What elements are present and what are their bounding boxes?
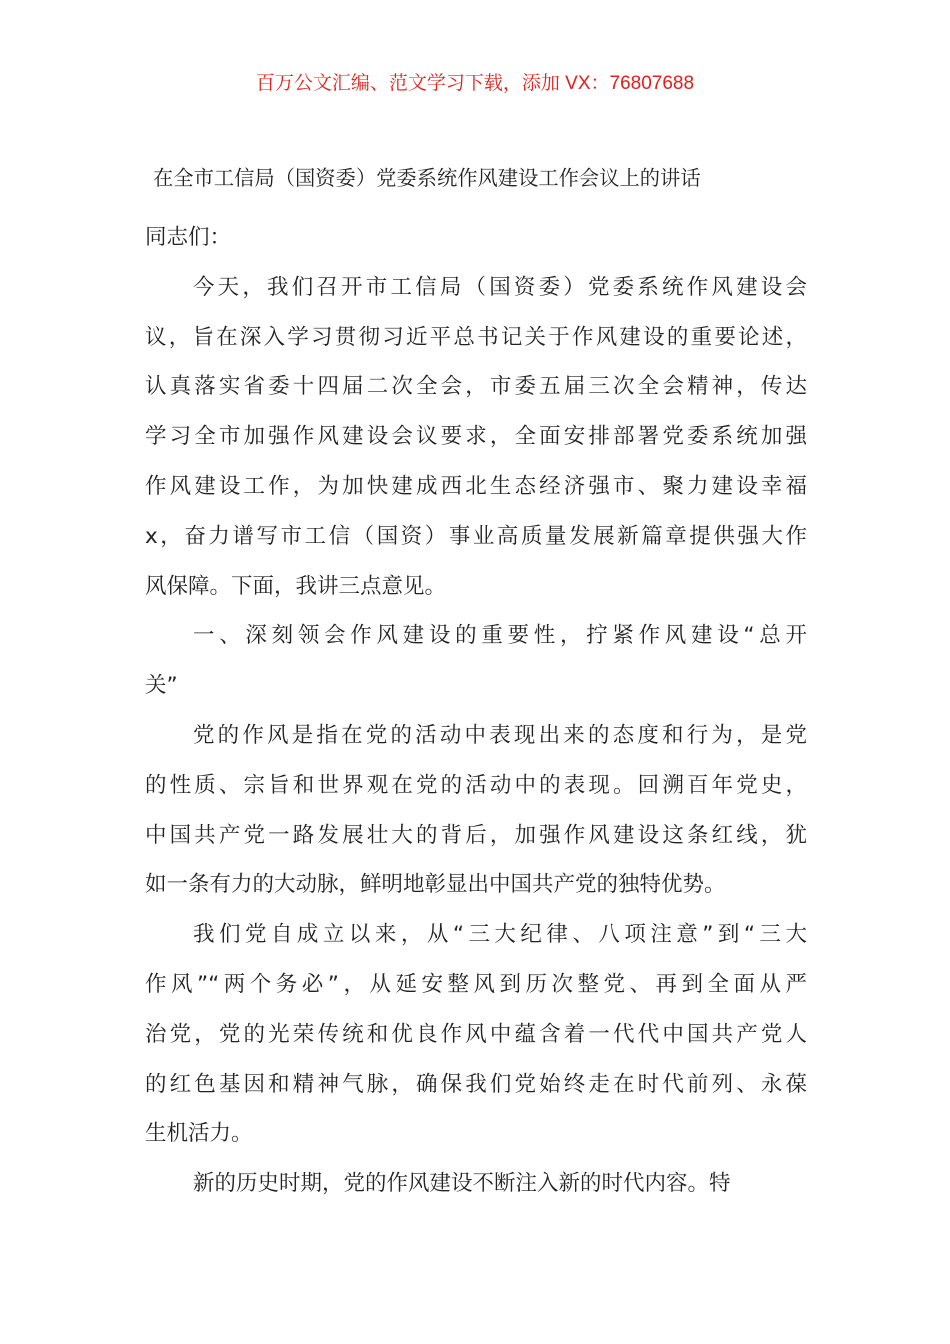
text-line: 的红色基因和精神气脉，确保我们党始终走在时代前列、永葆	[145, 1071, 807, 1097]
document-title: 在全市工信局（国资委）党委系统作风建设工作会议上的讲话	[153, 166, 701, 190]
text-line: 认真落实省委十四届二次全会，市委五届三次全会精神，传达	[145, 374, 807, 400]
watermark-banner: 百万公文汇编、范文学习下载，添加 VX：76807688	[255, 73, 695, 94]
paragraph	[145, 1159, 807, 1209]
text-line: 一、深刻领会作风建设的重要性，拧紧作风建设“总开	[193, 623, 807, 649]
text-line: 如一条有力的大动脉，鲜明地彰显出中国共产党的独特优势。	[145, 872, 726, 898]
text-line: 中国共产党一路发展壮大的背后，加强作风建设这条红线，犹	[145, 822, 807, 848]
text-line: 党的作风是指在党的活动中表现出来的态度和行为，是党	[193, 722, 807, 748]
text-line: 关”	[145, 673, 178, 699]
paragraph	[145, 611, 807, 711]
text-line: 作风”“两个务必”，从延安整风到历次整党、再到全面从严	[145, 971, 807, 997]
salutation	[145, 213, 807, 263]
text-line: 新的历史时期，党的作风建设不断注入新的时代内容。特	[193, 1171, 731, 1197]
text-line: 生机活力。	[145, 1121, 253, 1147]
text-line: 同志们：	[145, 225, 232, 250]
text-line: 学习全市加强作风建设会议要求，全面安排部署党委系统加强	[145, 424, 807, 450]
document-body	[145, 213, 807, 1209]
text-line: 的性质、宗旨和世界观在党的活动中的表现。回溯百年党史，	[145, 772, 807, 798]
text-line: 风保障。下面，我讲三点意见。	[145, 573, 447, 599]
text-line: 作风建设工作，为加快建成西北生态经济强市、聚力建设幸福	[145, 473, 807, 499]
paragraph	[145, 910, 807, 1159]
text-line: 我们党自成立以来，从“三大纪律、八项注意”到“三大	[193, 922, 807, 948]
text-line: 今天，我们召开市工信局（国资委）党委系统作风建设会	[193, 274, 807, 300]
text-line: x，奋力谱写市工信（国资）事业高质量发展新篇章提供强大作	[145, 523, 807, 549]
paragraph	[145, 711, 807, 910]
paragraph	[145, 263, 807, 612]
text-line: 治党，党的光荣传统和优良作风中蕴含着一代代中国共产党人	[145, 1021, 807, 1047]
text-line: 议，旨在深入学习贯彻习近平总书记关于作风建设的重要论述，	[145, 324, 807, 350]
